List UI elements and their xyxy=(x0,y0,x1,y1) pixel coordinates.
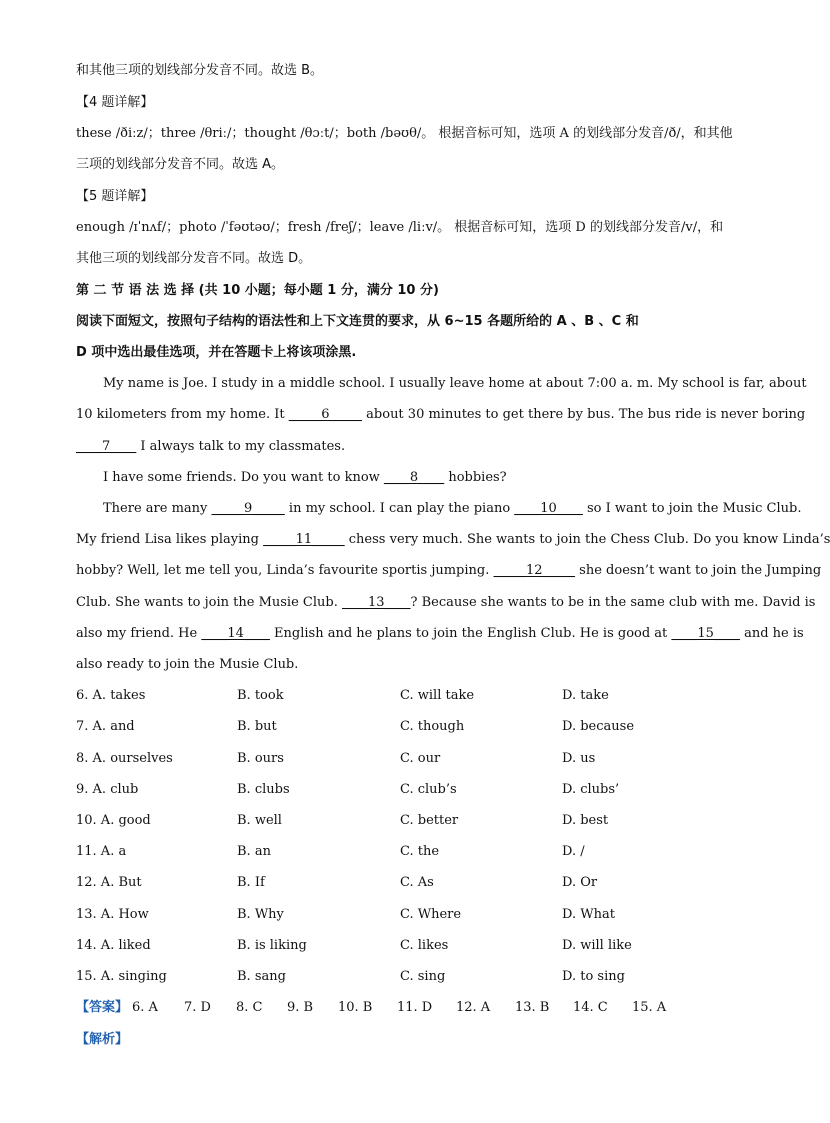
answer-item: 9. B xyxy=(287,1000,314,1015)
option-a: 11. A. a xyxy=(76,844,127,859)
answer-item: 10. B xyxy=(338,1000,373,1015)
option-c: C. Where xyxy=(400,907,462,922)
explanation-text: 其他三项的划线部分发音不同。故选 D。 xyxy=(76,251,312,266)
blank-10: ____10____ xyxy=(514,501,583,516)
option-b: B. sang xyxy=(237,969,286,984)
option-a: 12. A. But xyxy=(76,875,142,890)
passage-line: ____7____ I always talk to my classmates. xyxy=(76,439,346,454)
option-c: C. sing xyxy=(400,969,446,984)
answer-item: 8. C xyxy=(236,1000,263,1015)
option-c: C. the xyxy=(400,844,440,859)
answer-item: 15. A xyxy=(632,1000,667,1015)
option-d: D. take xyxy=(562,688,609,703)
passage-line: There are many _____9_____ in my school. I can play the piano ____10____ so I want to join the Music Club. xyxy=(103,501,802,516)
option-a: 6. A. takes xyxy=(76,688,146,703)
option-d: D. because xyxy=(562,719,635,734)
option-b: B. If xyxy=(237,875,265,890)
option-a: 8. A. ourselves xyxy=(76,751,173,766)
option-b: B. but xyxy=(237,719,277,734)
blank-11: _____11_____ xyxy=(263,532,345,547)
answer-item: 12. A xyxy=(456,1000,491,1015)
explanation-text: 三项的划线部分发音不同。故选 A。 xyxy=(76,157,285,172)
option-d: D. / xyxy=(562,844,585,859)
passage-line: 10 kilometers from my home. It _____6_____ about 30 minutes to get there by bus. The bus ride is never boring xyxy=(76,407,806,422)
instruction-text: D 项中选出最佳选项，并在答题卡上将该项涂黑. xyxy=(76,345,357,360)
passage-line: Club. She wants to join the Musie Club. ____13____? Because she wants to be in the same club with me. David is xyxy=(76,595,816,610)
answer-item: 6. A xyxy=(132,1000,158,1015)
option-b: B. clubs xyxy=(237,782,290,797)
blank-12: _____12_____ xyxy=(493,563,576,578)
option-b: B. is liking xyxy=(237,938,307,953)
option-a: 14. A. liked xyxy=(76,938,151,953)
option-d: D. clubs’ xyxy=(562,782,620,797)
option-a: 9. A. club xyxy=(76,782,139,797)
option-c: C. As xyxy=(400,875,434,890)
blank-9: _____9_____ xyxy=(211,501,285,516)
option-c: C. better xyxy=(400,813,459,828)
option-d: D. What xyxy=(562,907,615,922)
answer-item: 11. D xyxy=(397,1000,433,1015)
answer-item: 13. B xyxy=(515,1000,550,1015)
option-d: D. to sing xyxy=(562,969,625,984)
question-4-heading: 【4 题详解】 xyxy=(76,95,154,110)
passage-line: I have some friends. Do you want to know ____8____ hobbies? xyxy=(103,470,507,485)
passage-line: also ready to join the Musie Club. xyxy=(76,657,299,672)
question-5-heading: 【5 题详解】 xyxy=(76,189,154,204)
section-heading: 第 二 节 语 法 选 择 (共 10 小题；每小题 1 分，满分 10 分) xyxy=(76,283,439,298)
passage-line: hobby? Well, let me tell you, Linda’s favourite sportis jumping. _____12_____ she doesn’t want to join the Jumping xyxy=(76,563,822,578)
option-c: C. though xyxy=(400,719,465,734)
answer-item: 14. C xyxy=(573,1000,608,1015)
blank-7: ____7____ xyxy=(76,439,137,454)
explanation-text: 和其他三项的划线部分发音不同。故选 B。 xyxy=(76,63,324,78)
option-b: B. well xyxy=(237,813,282,828)
option-a: 7. A. and xyxy=(76,719,135,734)
option-b: B. Why xyxy=(237,907,284,922)
blank-8: ____8____ xyxy=(383,470,445,485)
answer-item: 7. D xyxy=(184,1000,211,1015)
option-a: 15. A. singing xyxy=(76,969,167,984)
explanation-text: enough /ɪˈnʌf/；photo /ˈfəʊtəʊ/；fresh /freʃ/；leave /liːv/。 根据音标可知，选项 D 的划线部分发音/v/，和 xyxy=(76,220,724,235)
option-d: D. best xyxy=(562,813,609,828)
blank-13: ____13____ xyxy=(341,595,411,610)
option-a: 13. A. How xyxy=(76,907,149,922)
blank-14: ____14____ xyxy=(201,626,270,641)
option-c: C. our xyxy=(400,751,441,766)
option-c: C. club’s xyxy=(400,782,457,797)
analysis-label: 【解析】 xyxy=(76,1032,129,1047)
option-b: B. took xyxy=(237,688,284,703)
option-d: D. Or xyxy=(562,875,598,890)
passage-line: also my friend. He ____14____ English and he plans to join the English Club. He is good at ____15____ and he is xyxy=(76,626,804,641)
option-d: D. us xyxy=(562,751,596,766)
option-c: C. likes xyxy=(400,938,449,953)
blank-6: _____6_____ xyxy=(288,407,363,422)
instruction-text: 阅读下面短文，按照句子结构的语法性和上下文连贯的要求，从 6~15 各题所给的 A 、B 、C 和 xyxy=(76,314,639,329)
option-d: D. will like xyxy=(562,938,632,953)
passage-line: My name is Joe. I study in a middle school. I usually leave home at about 7:00 a. m. My school is far, about xyxy=(103,376,807,391)
option-b: B. an xyxy=(237,844,271,859)
option-c: C. will take xyxy=(400,688,475,703)
answer-label: 【答案】 xyxy=(76,1000,129,1015)
option-a: 10. A. good xyxy=(76,813,151,828)
option-b: B. ours xyxy=(237,751,284,766)
passage-line: My friend Lisa likes playing _____11_____ chess very much. She wants to join the Chess Club. Do you know Linda’s xyxy=(76,532,830,547)
blank-15: ____15____ xyxy=(671,626,740,641)
explanation-text: these /ðiːz/；three /θriː/；thought /θɔːt/；both /bəʊθ/。 根据音标可知，选项 A 的划线部分发音/ð/，和其他 xyxy=(76,126,733,141)
